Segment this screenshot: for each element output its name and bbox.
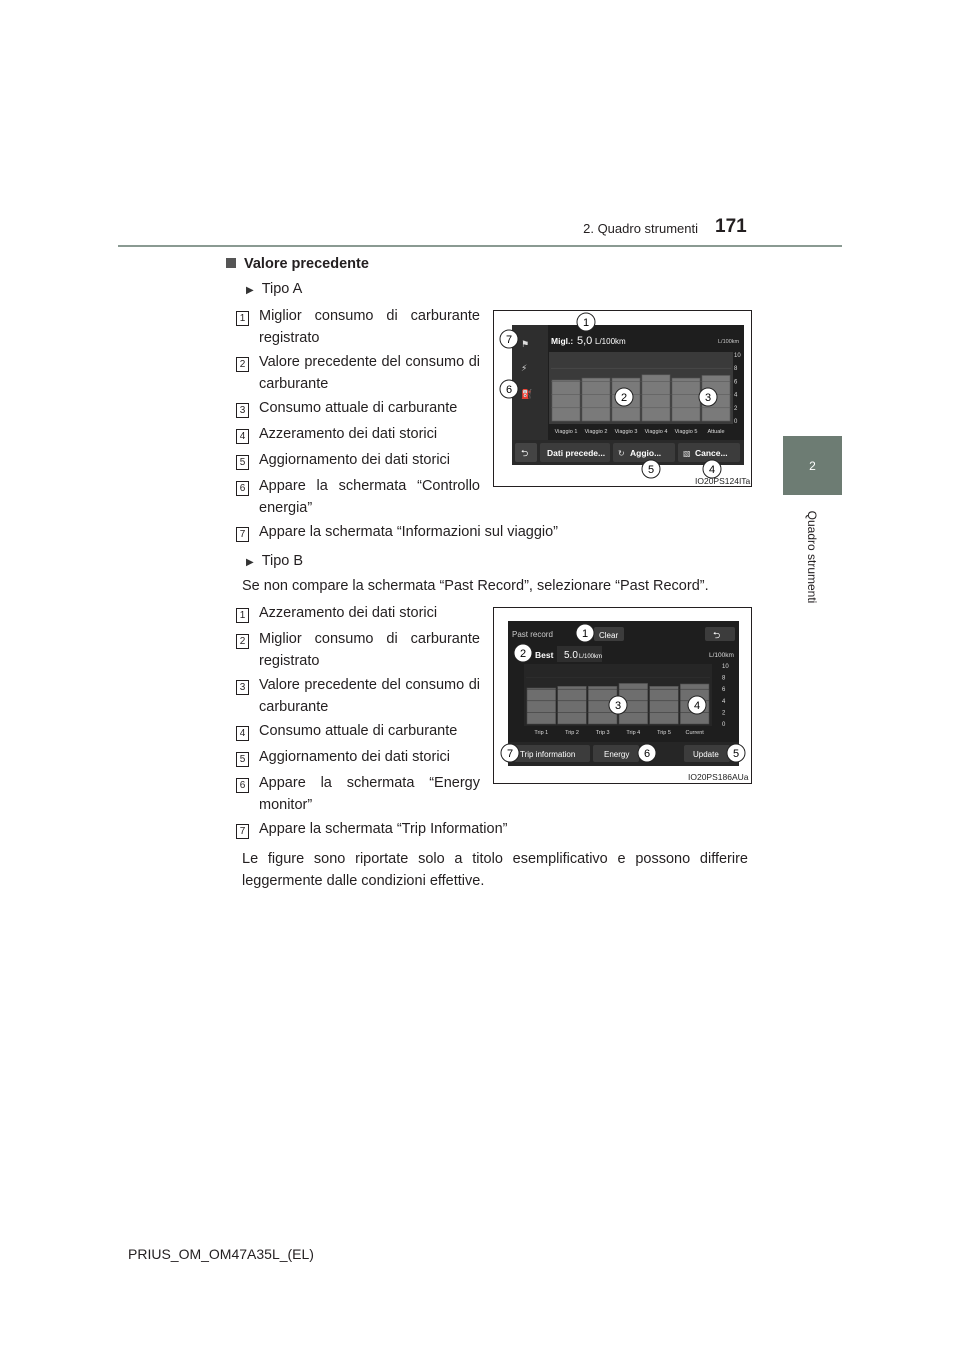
- callout-1b-text: 1: [581, 628, 589, 640]
- chapter-tab-label: [783, 495, 842, 625]
- callout-3b-text: 3: [614, 700, 622, 712]
- type-a-item: Consumo attuale di carburante: [259, 400, 458, 416]
- callout-3-text: 3: [704, 392, 712, 404]
- type-a-heading: [246, 278, 302, 302]
- energy-label: Energy: [604, 750, 630, 759]
- item-number: 2: [236, 357, 249, 372]
- type-a-item: Azzeramento dei dati storici: [259, 426, 438, 442]
- best-unit-b: L/100km: [579, 654, 603, 660]
- best-label: Migl.:: [551, 336, 574, 346]
- past-record-label: Dati precede...: [547, 448, 606, 458]
- type-a-item: Valore precedente del consumo di carburante: [259, 354, 480, 392]
- trip-label: Trip 3: [595, 730, 610, 736]
- tick-label: 2: [722, 710, 726, 717]
- item-number: 1: [236, 311, 249, 326]
- page-number: 171: [715, 216, 747, 237]
- chart-bar: [672, 378, 700, 421]
- callout-5-text: 5: [647, 464, 655, 476]
- chart-bar: [642, 375, 670, 421]
- type-b-item: Aggiornamento dei dati storici: [259, 749, 451, 765]
- item-number: 3: [236, 680, 249, 695]
- trip-label: Viaggio 4: [644, 429, 668, 435]
- fuel-icon: ⛽: [521, 390, 533, 400]
- callout-7-text: 7: [505, 334, 513, 346]
- callout-5b-text: 5: [732, 748, 740, 760]
- item-number: 4: [236, 429, 249, 444]
- clear-label: Cance...: [695, 448, 728, 458]
- tick-label: 10: [722, 664, 729, 670]
- back-icon: ⮌: [521, 449, 529, 459]
- type-b-heading: [246, 550, 303, 574]
- type-b-item: Appare la schermata “Trip Information”: [259, 821, 508, 837]
- item-number: 4: [236, 726, 249, 741]
- callout-2-text: 2: [620, 392, 628, 404]
- trip-label: Viaggio 1: [554, 429, 578, 435]
- section-title-text: Valore precedente: [244, 256, 369, 272]
- item-number: 6: [236, 481, 249, 496]
- tick-label: 6: [734, 379, 738, 386]
- figure-type-a: [493, 310, 752, 487]
- axis-unit: L/100km: [718, 339, 740, 345]
- item-number: 3: [236, 403, 249, 418]
- tick-label: 6: [722, 687, 726, 694]
- note-paragraph: Le figure sono riportate solo a titolo esemplificativo e possono differire leggermente dalle condizioni effettive.: [242, 851, 748, 889]
- best-value-b: 5.0: [564, 650, 578, 661]
- axis-unit-b: L/100km: [709, 652, 734, 659]
- update-label: Aggio...: [630, 448, 662, 458]
- figure-type-a-svg: [494, 311, 751, 486]
- type-a-item: Appare la schermata “Informazioni sul viaggio”: [259, 524, 558, 540]
- item-number: 2: [236, 634, 249, 649]
- trip-label: Viaggio 3: [614, 429, 638, 435]
- trip-label: Attuale: [707, 429, 725, 435]
- trip-label: Current: [685, 730, 704, 736]
- item-number: 5: [236, 752, 249, 767]
- callout-4-text: 4: [708, 464, 716, 476]
- callout-7b-text: 7: [506, 748, 514, 760]
- chart-bar: [527, 688, 556, 724]
- callout-2b-text: 2: [519, 648, 527, 660]
- header-rule: [118, 245, 842, 247]
- type-a-label: Tipo A: [261, 281, 303, 297]
- clear-icon: ▧: [683, 449, 691, 458]
- tick-label: 4: [734, 392, 738, 399]
- tick-label: 0: [722, 722, 726, 728]
- past-record-title: Past record: [512, 630, 553, 639]
- trip-label: Viaggio 2: [584, 429, 608, 435]
- flag-icon: ⚑: [521, 340, 530, 350]
- type-b-item: Azzeramento dei dati storici: [259, 605, 438, 621]
- triangle-bullet-icon: ▶: [246, 557, 254, 568]
- tick-label: 8: [734, 366, 738, 373]
- callout-1-text: 1: [582, 317, 590, 329]
- best-unit: L/100km: [595, 337, 626, 346]
- back-icon-b: ⮌: [713, 631, 721, 641]
- chapter-tab: [783, 436, 842, 495]
- figure-type-b: [493, 607, 752, 784]
- update-label-b: Update: [693, 750, 719, 759]
- trip-label: Trip 1: [534, 730, 549, 736]
- refresh-icon: ↻: [618, 449, 625, 458]
- tick-label: 10: [734, 353, 741, 359]
- document-code: PRIUS_OM_OM47A35L_(EL): [128, 1246, 314, 1262]
- chapter-tab-label-text: Quadro strumenti: [805, 510, 819, 604]
- type-a-item: Miglior consumo di carburante registrato: [259, 308, 480, 346]
- trip-label: Trip 2: [565, 730, 579, 736]
- chapter-tab-number: 2: [809, 458, 816, 473]
- chapter-title: 2. Quadro strumenti: [583, 221, 698, 236]
- chart-bar: [650, 686, 679, 724]
- type-b-item: Consumo attuale di carburante: [259, 723, 458, 739]
- item-number: 5: [236, 455, 249, 470]
- figure-a-code: IO20PS124ITa: [695, 476, 751, 486]
- type-b-item: Miglior consumo di carburante registrato: [259, 631, 480, 669]
- type-a-item: Appare la schermata “Controllo energia”: [259, 478, 480, 516]
- callout-6b-text: 6: [643, 748, 651, 760]
- figure-type-b-svg: [494, 608, 751, 783]
- chart-bar: [552, 380, 580, 421]
- type-b-item: Appare la schermata “Energy monitor”: [259, 775, 480, 813]
- type-b-item: Valore precedente del consumo di carburante: [259, 677, 480, 715]
- triangle-bullet-icon: ▶: [246, 285, 254, 296]
- trip-information-label: Trip information: [520, 750, 576, 759]
- trip-label: Trip 4: [626, 730, 641, 736]
- chart-bar: [558, 686, 587, 724]
- section-square-icon: [226, 258, 236, 268]
- energy-icon: ⚡: [521, 364, 528, 374]
- figure-b-code: IO20PS186AUa: [688, 772, 749, 782]
- item-number: 7: [236, 527, 249, 542]
- best-label-b: Best: [535, 650, 554, 660]
- callout-6-text: 6: [505, 384, 513, 396]
- tick-label: 8: [722, 675, 726, 682]
- item-number: 7: [236, 824, 249, 839]
- chart-bar: [582, 378, 610, 421]
- section-title: [226, 253, 369, 275]
- tick-label: 2: [734, 405, 738, 412]
- type-a-item: Aggiornamento dei dati storici: [259, 452, 451, 468]
- clear-label-b: Clear: [599, 631, 619, 640]
- callout-4b-text: 4: [693, 700, 701, 712]
- trip-label: Viaggio 5: [674, 429, 698, 435]
- item-number: 1: [236, 608, 249, 623]
- item-number: 6: [236, 778, 249, 793]
- tick-label: 4: [722, 698, 726, 705]
- type-b-label: Tipo B: [261, 553, 304, 569]
- trip-label: Trip 5: [657, 730, 671, 736]
- tick-label: 0: [734, 419, 738, 425]
- type-b-intro: Se non compare la schermata “Past Record”, selezionare “Past Record”.: [242, 578, 709, 594]
- best-value: 5,0: [577, 335, 593, 347]
